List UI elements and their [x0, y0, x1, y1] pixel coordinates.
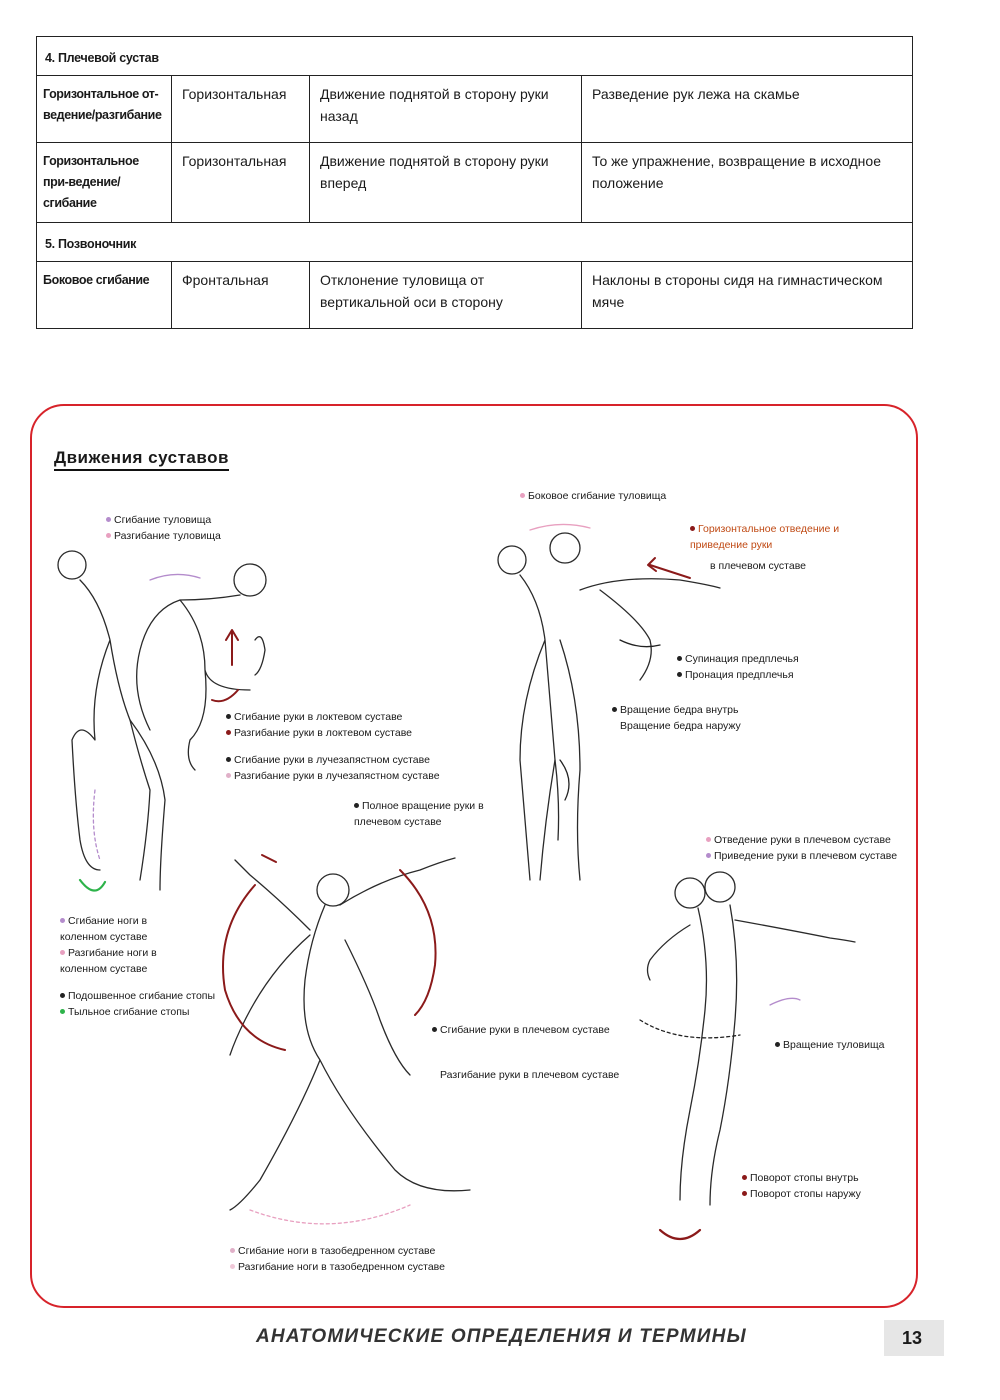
section-title-spine: 5. Позвоночник [37, 223, 913, 262]
label-text: Сгибание руки в лучезапястном суставе [234, 754, 430, 766]
page-number: 13 [884, 1320, 944, 1356]
legend-dot [60, 1009, 65, 1014]
legend-dot [60, 993, 65, 998]
legend-dot [230, 1248, 235, 1253]
exercise-cell: Разведение рук лежа на скамье [582, 76, 913, 143]
label-shoulder-adduction [706, 848, 897, 864]
label-text: Тыльное сгибание стопы [68, 1006, 190, 1018]
label-text: Подошвенное сгибание стопы [68, 990, 216, 1002]
description-cell: Отклонение туловища от вертикальной оси в сторону [310, 262, 582, 329]
legend-dot [354, 803, 359, 808]
label-text: Горизонтальное отведение и приведение руки [690, 523, 840, 551]
label-text: Разгибание туловища [114, 530, 221, 542]
label-horizontal-abduction [690, 521, 850, 553]
flexion-arrows [80, 574, 238, 890]
label-wrist-extension [226, 768, 440, 784]
label-text: Сгибание руки в локтевом суставе [234, 711, 403, 723]
label-arm-circumduction [354, 798, 489, 830]
running-footer-title: АНАТОМИЧЕСКИЕ ОПРЕДЕЛЕНИЯ И ТЕРМИНЫ [256, 1326, 747, 1347]
label-trunk-rotation [775, 1037, 884, 1053]
label-hip-internal-rotation [612, 702, 738, 718]
legend-dot [677, 656, 682, 661]
label-text: Полное вращение руки в плечевом суставе [354, 800, 484, 828]
legend-dot [226, 730, 231, 735]
label-plantar-flexion [60, 988, 215, 1004]
exercise-cell: Наклоны в стороны сидя на гимнастическом мяче [582, 262, 913, 329]
label-text: Сгибание руки в плечевом суставе [440, 1024, 610, 1036]
label-hip-flexion [230, 1243, 435, 1259]
label-text: Сгибание ноги в коленном суставе [60, 915, 148, 943]
label-text: Поворот стопы внутрь [750, 1172, 859, 1184]
label-text: Пронация предплечья [685, 669, 794, 681]
legend-dot [226, 714, 231, 719]
label-dorsal-flexion [60, 1004, 189, 1020]
label-text: Сгибание туловища [114, 514, 212, 526]
label-text: Сгибание ноги в тазобедренном суставе [238, 1245, 436, 1257]
movement-cell: Горизонтальное при-ведение/сгибание [37, 143, 172, 223]
legend-dot [106, 533, 111, 538]
label-text: Вращение туловища [783, 1039, 885, 1051]
label-knee-extension [60, 945, 170, 977]
legend-dot [706, 853, 711, 858]
label-elbow-extension [226, 725, 412, 741]
label-trunk-extension [106, 528, 221, 544]
label-shoulder-flexion [432, 1022, 610, 1038]
movement-cell: Боковое сгибание [37, 262, 172, 329]
legend-dot [706, 837, 711, 842]
label-trunk-flexion [106, 512, 211, 528]
label-hip-extension [230, 1259, 445, 1275]
label-text: Разгибание руки в плечевом суставе [440, 1069, 620, 1081]
legend-dot [742, 1175, 747, 1180]
movement-cell: Горизонтальное от-ведение/разгибание [37, 76, 172, 143]
plane-cell: Горизонтальная [172, 76, 310, 143]
label-text: Разгибание ноги в тазобедренном суставе [238, 1261, 445, 1273]
label-shoulder-abduction [706, 832, 891, 848]
joint-movements-title: Движения суставов [54, 448, 229, 471]
label-text: Разгибание руки в локтевом суставе [234, 727, 412, 739]
legend-dot [60, 950, 65, 955]
legend-dot [775, 1042, 780, 1047]
label-text: Отведение руки в плечевом суставе [714, 834, 891, 846]
legend-dot [690, 526, 695, 531]
section-title-shoulder: 4. Плечевой сустав [37, 37, 913, 76]
label-supination [677, 651, 799, 667]
plane-cell: Фронтальная [172, 262, 310, 329]
label-shoulder-extension [440, 1067, 619, 1083]
legend-dot [742, 1191, 747, 1196]
label-foot-inversion [742, 1170, 859, 1186]
label-text: Вращение бедра наружу [620, 720, 741, 732]
label-text: в плечевом суставе [710, 560, 807, 572]
plane-cell: Горизонтальная [172, 143, 310, 223]
label-text: Супинация предплечья [685, 653, 799, 665]
label-text: Вращение бедра внутрь [620, 704, 739, 716]
description-cell: Движение поднятой в сторону руки вперед [310, 143, 582, 223]
label-elbow-flexion [226, 709, 402, 725]
legend-dot [60, 918, 65, 923]
description-cell: Движение поднятой в сторону руки назад [310, 76, 582, 143]
legend-dot [106, 517, 111, 522]
legend-dot [677, 672, 682, 677]
label-in-shoulder-joint [710, 558, 806, 574]
label-text: Разгибание руки в лучезапястном суставе [234, 770, 440, 782]
lateral-arrows [530, 524, 690, 800]
legend-dot [520, 493, 525, 498]
label-text: Боковое сгибание туловища [528, 490, 667, 502]
label-text: Приведение руки в плечевом суставе [714, 850, 898, 862]
legend-dot [226, 773, 231, 778]
legend-dot [432, 1027, 437, 1032]
label-pronation [677, 667, 794, 683]
exercise-cell: То же упражнение, возвращение в исходное положение [582, 143, 913, 223]
circumduction-arrows [223, 855, 436, 1224]
label-hip-external-rotation [620, 718, 741, 734]
legend-dot [230, 1264, 235, 1269]
label-text: Разгибание ноги в коленном суставе [60, 947, 157, 975]
label-knee-flexion [60, 913, 170, 945]
label-lateral-trunk-flexion [520, 488, 666, 504]
legend-dot [226, 757, 231, 762]
label-foot-eversion [742, 1186, 861, 1202]
rotation-arrows [640, 998, 800, 1239]
label-wrist-flexion [226, 752, 430, 768]
legend-dot [612, 707, 617, 712]
label-text: Поворот стопы наружу [750, 1188, 861, 1200]
